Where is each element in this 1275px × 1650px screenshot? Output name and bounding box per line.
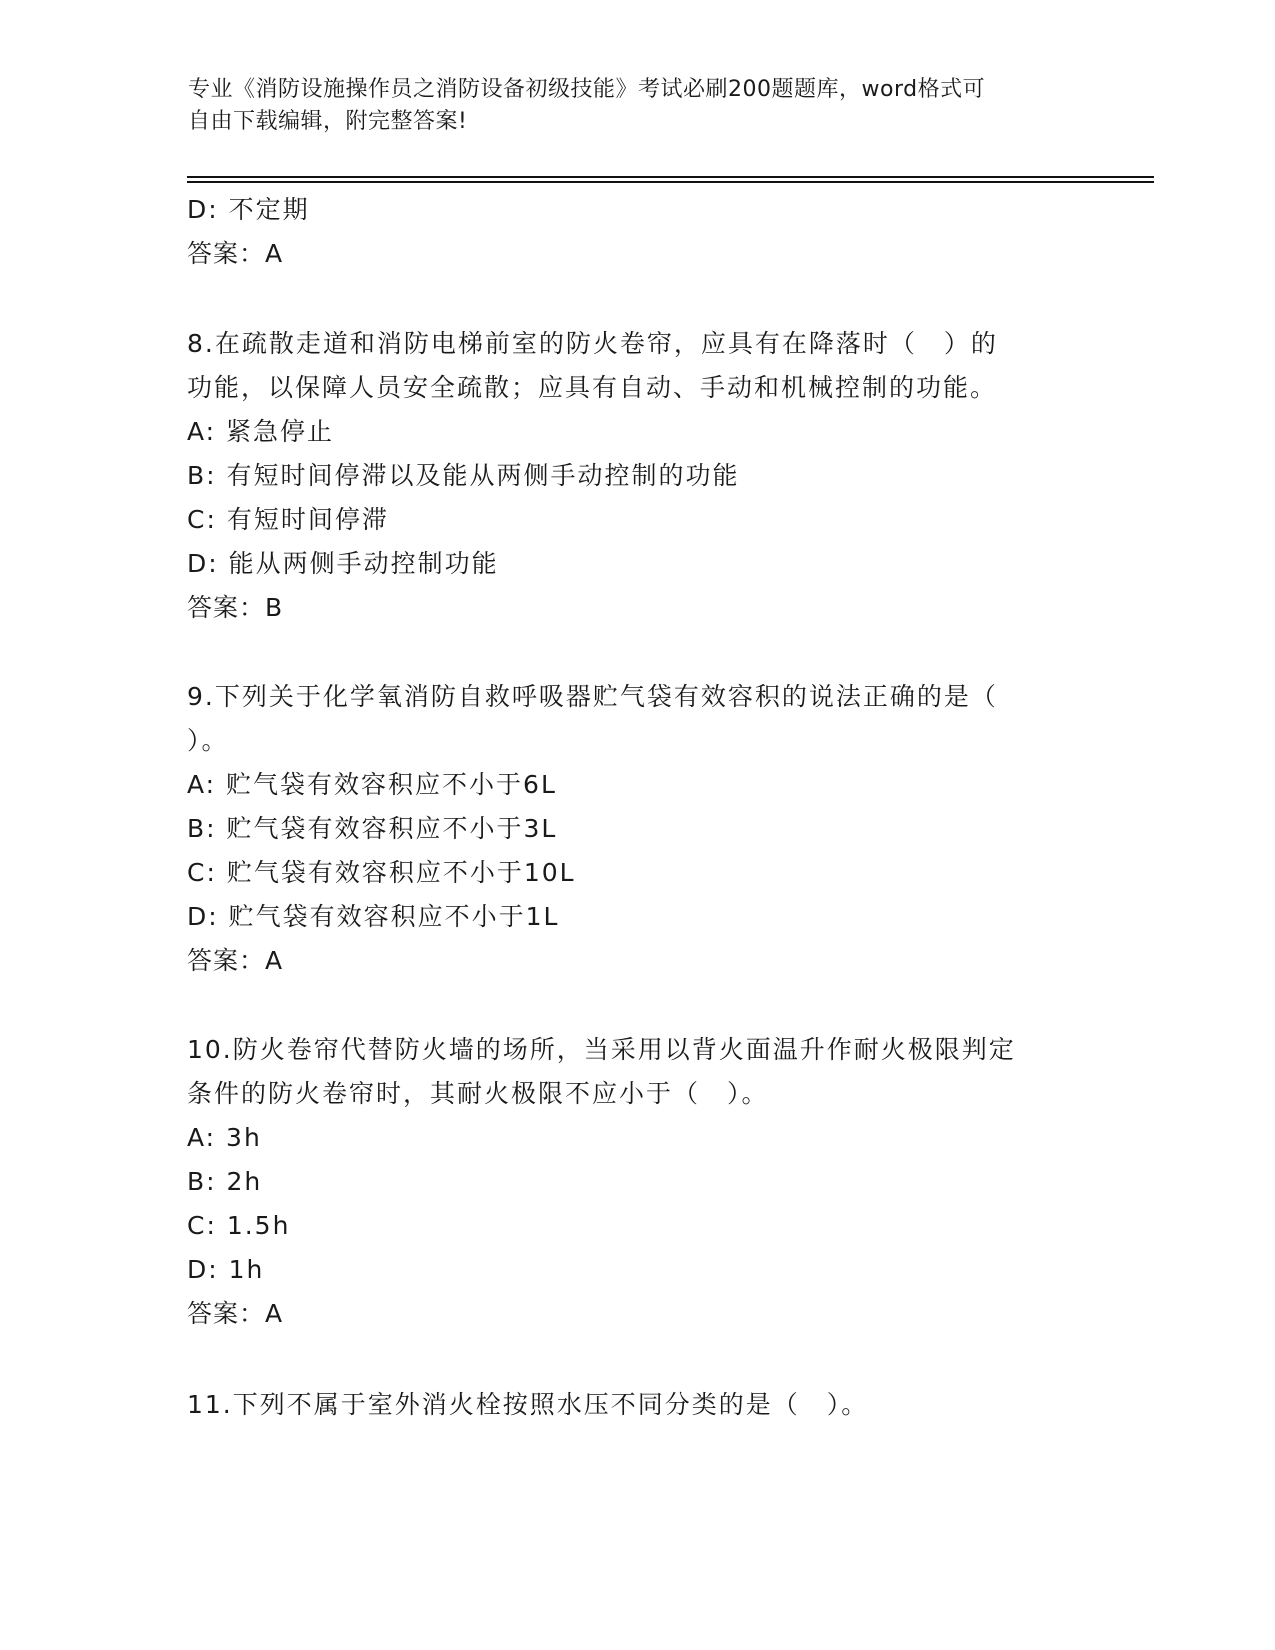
header-rule-bottom xyxy=(187,181,1154,183)
q9-stem-line-2: ）。 xyxy=(187,726,229,755)
q10-option-d: D: 1h xyxy=(187,1255,265,1284)
q9-option-a: A: 贮气袋有效容积应不小于6L xyxy=(187,770,557,799)
q10-stem-line-2: 条件的防火卷帘时，其耐火极限不应小于（ ）。 xyxy=(187,1079,769,1108)
q10-answer: 答案：A xyxy=(187,1299,284,1328)
q9-option-c: C: 贮气袋有效容积应不小于10L xyxy=(187,858,576,887)
q8-option-b: B: 有短时间停滞以及能从两侧手动控制的功能 xyxy=(187,461,740,490)
q10-stem-line-1: 10.防火卷帘代替防火墙的场所，当采用以背火面温升作耐火极限判定 xyxy=(187,1035,1016,1064)
header-line-2: 自由下载编辑，附完整答案! xyxy=(188,109,468,134)
q10-option-a: A: 3h xyxy=(187,1123,262,1152)
q10-option-c: C: 1.5h xyxy=(187,1211,291,1240)
q8-stem-line-2: 功能，以保障人员安全疏散；应具有自动、手动和机械控制的功能。 xyxy=(187,373,998,402)
q7-option-d: D: 不定期 xyxy=(187,195,310,224)
q8-option-d: D: 能从两侧手动控制功能 xyxy=(187,549,499,578)
q8-answer: 答案：B xyxy=(187,593,284,622)
q10-option-b: B: 2h xyxy=(187,1167,263,1196)
q8-option-c: C: 有短时间停滞 xyxy=(187,505,389,534)
q9-option-b: B: 贮气袋有效容积应不小于3L xyxy=(187,814,558,843)
q9-answer: 答案：A xyxy=(187,946,284,975)
header-rule-top xyxy=(187,176,1154,178)
q11-stem-line-1: 11.下列不属于室外消火栓按照水压不同分类的是（ ）。 xyxy=(187,1390,869,1419)
q9-option-d: D: 贮气袋有效容积应不小于1L xyxy=(187,902,560,931)
header-line-1: 专业《消防设施操作员之消防设备初级技能》考试必刷200题题库，word格式可 xyxy=(188,77,986,102)
document-header xyxy=(188,74,1068,138)
q8-option-a: A: 紧急停止 xyxy=(187,417,335,446)
q7-answer: 答案：A xyxy=(187,239,284,268)
q9-stem-line-1: 9.下列关于化学氧消防自救呼吸器贮气袋有效容积的说法正确的是（ xyxy=(187,682,998,711)
q8-stem-line-1: 8.在疏散走道和消防电梯前室的防火卷帘，应具有在降落时（ ）的 xyxy=(187,329,998,358)
